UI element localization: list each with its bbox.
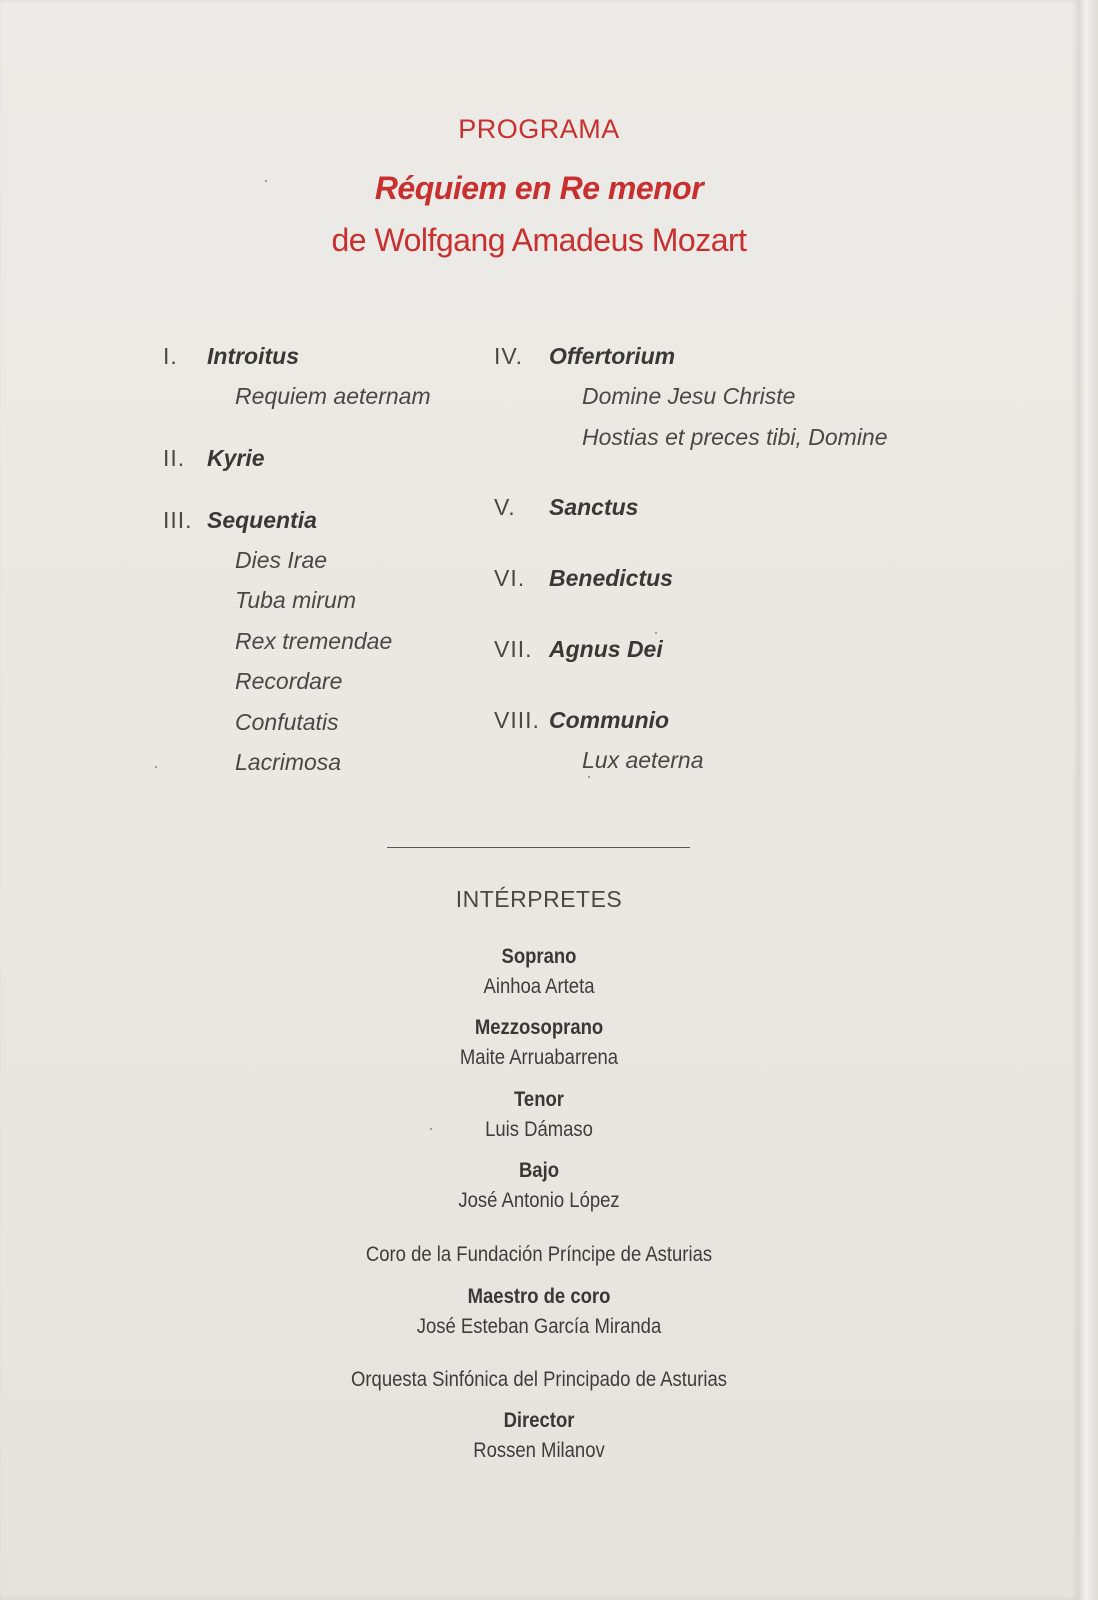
performer-role: Tenor xyxy=(514,1088,564,1111)
sub-movement: Dies Irae xyxy=(235,546,328,573)
performer-name: Ainhoa Arteta xyxy=(483,975,595,998)
sub-movement: Lux aeterna xyxy=(582,747,704,773)
interpretes-heading: INTÉRPRETES xyxy=(455,886,623,912)
movement-numeral: VII. xyxy=(494,636,533,662)
movement-name: Agnus Dei xyxy=(549,636,663,662)
movement-sequentia xyxy=(163,500,431,540)
movement-introitus xyxy=(163,336,431,376)
movement-numeral: I. xyxy=(163,343,178,369)
movement-numeral: VI. xyxy=(494,565,526,591)
movement-offertorium xyxy=(494,336,888,376)
performer-choir-master xyxy=(0,1282,1078,1342)
orchestra-ensemble xyxy=(0,1365,1078,1395)
performer-role: Bajo xyxy=(518,1159,560,1182)
paper-speck xyxy=(588,776,590,778)
paper-speck xyxy=(655,632,657,634)
movement-name: Offertorium xyxy=(549,343,676,369)
performer-soprano xyxy=(0,942,1078,1002)
performer-name: Rossen Milanov xyxy=(473,1439,605,1462)
movement-sanctus xyxy=(494,487,888,527)
performer-tenor xyxy=(0,1085,1078,1145)
performer-mezzosoprano xyxy=(0,1013,1078,1073)
performer-director xyxy=(0,1406,1078,1466)
performer-name: José Antonio López xyxy=(458,1189,620,1212)
performer-name: Maite Arruabarrena xyxy=(459,1046,619,1069)
sub-movement: Recordare xyxy=(235,668,343,694)
movement-name: Kyrie xyxy=(207,444,265,471)
movements-right-column xyxy=(494,336,888,781)
movement-kyrie xyxy=(163,438,431,478)
composer-line: de Wolfgang Amadeus Mozart xyxy=(331,222,747,258)
movement-numeral: V. xyxy=(494,494,516,520)
ensemble-name: Coro de la Fundación Príncipe de Asturias xyxy=(365,1243,713,1266)
page-edge xyxy=(1078,0,1098,1600)
performer-role: Director xyxy=(503,1409,575,1432)
movement-name: Introitus xyxy=(207,343,299,369)
sub-movement: Lacrimosa xyxy=(235,749,342,775)
movement-name: Communio xyxy=(549,707,670,733)
choir-ensemble xyxy=(0,1240,1078,1270)
movements-left-column xyxy=(163,336,431,783)
ensemble-name: Orquesta Sinfónica del Principado de Asturias xyxy=(351,1368,727,1391)
movement-numeral: VIII. xyxy=(494,707,540,733)
performer-name: Luis Dámaso xyxy=(485,1118,593,1141)
work-title: Réquiem en Re menor xyxy=(374,170,704,206)
movement-benedictus xyxy=(494,558,888,598)
paper-speck xyxy=(265,180,267,182)
performer-bajo xyxy=(0,1156,1078,1216)
paper-speck xyxy=(430,1128,432,1130)
sub-movement: Requiem aeternam xyxy=(235,383,431,409)
performer-role: Soprano xyxy=(501,945,577,968)
sub-movement: Rex tremendae xyxy=(235,627,393,654)
movement-name: Sanctus xyxy=(549,494,639,520)
performer-role: Mezzosoprano xyxy=(474,1016,604,1039)
movement-name: Benedictus xyxy=(549,565,673,591)
movement-numeral: IV. xyxy=(494,343,524,369)
sub-movement: Hostias et preces tibi, Domine xyxy=(582,423,888,450)
performer-name: José Esteban García Miranda xyxy=(416,1315,662,1338)
sub-movement: Domine Jesu Christe xyxy=(582,383,796,409)
sub-movement: Confutatis xyxy=(235,708,339,735)
movement-numeral: II. xyxy=(163,444,186,471)
sub-movement: Tuba mirum xyxy=(235,587,356,613)
programa-heading: PROGRAMA xyxy=(458,114,620,144)
performer-role: Maestro de coro xyxy=(467,1285,611,1308)
movement-agnus-dei xyxy=(494,629,888,669)
movement-communio xyxy=(494,700,888,740)
movement-numeral: III. xyxy=(163,506,193,533)
section-divider xyxy=(387,847,690,848)
movement-name: Sequentia xyxy=(207,506,317,533)
paper-speck xyxy=(155,766,157,768)
